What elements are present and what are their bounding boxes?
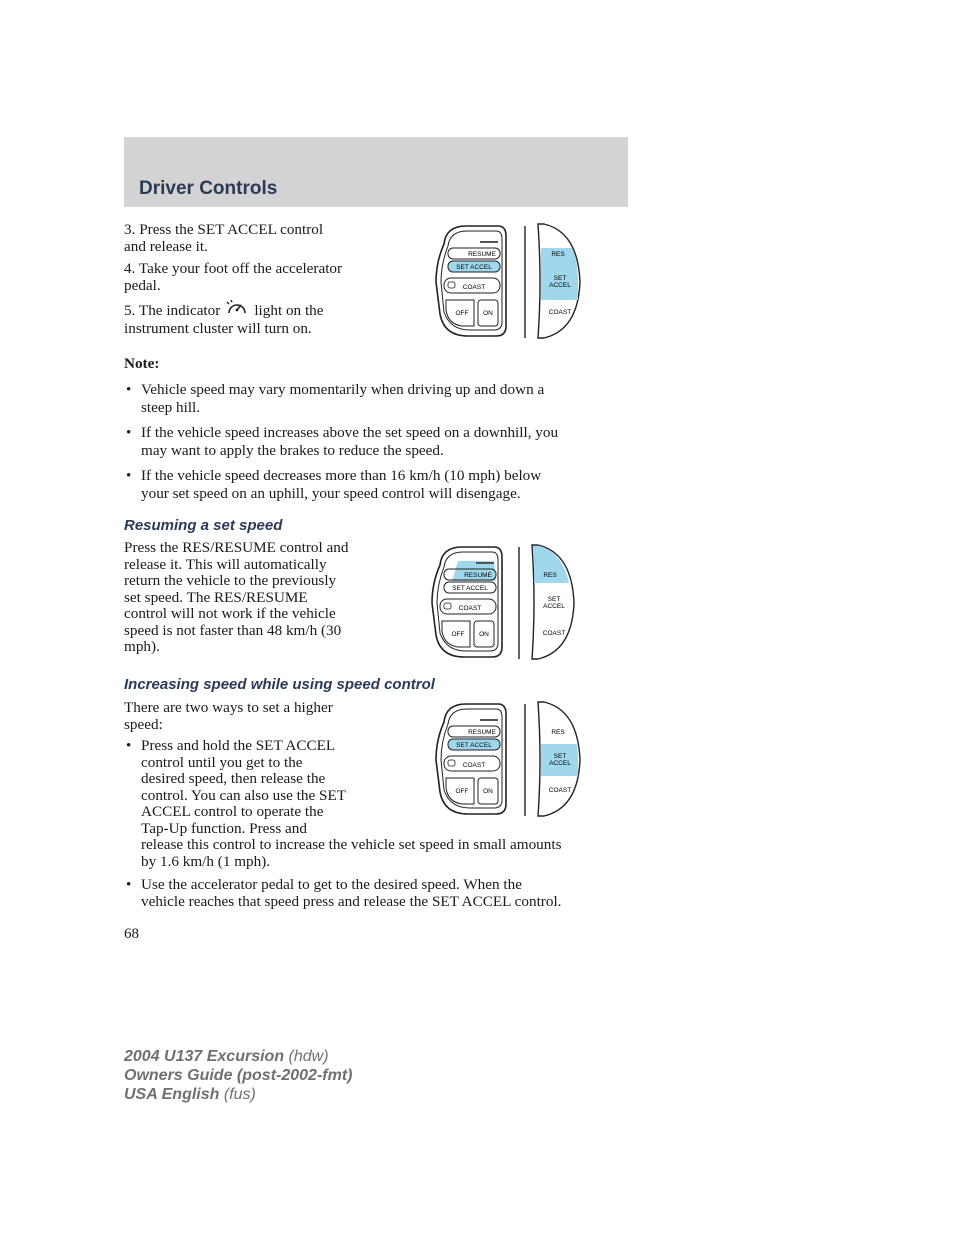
speed-control-diagram-set-accel [432, 222, 588, 342]
document-footer: 2004 U137 Excursion (hdw) Owners Guide (post-2002-fmt) USA English (fus) [124, 1048, 353, 1103]
accel-label: ACCEL [549, 760, 571, 767]
on-label: ON [479, 631, 489, 638]
on-label: ON [483, 310, 493, 317]
coast-label: COAST [462, 284, 486, 291]
coast-right-label: COAST [542, 630, 566, 637]
section-header [124, 137, 628, 207]
coast-label: COAST [462, 762, 486, 769]
res-label: RES [551, 251, 565, 258]
off-label: OFF [451, 631, 465, 638]
step-4: 4. Take your foot off the accelerator pedal. [124, 260, 343, 294]
speed-control-indicator-icon [226, 300, 248, 318]
set-accel-label: SET ACCEL [452, 585, 488, 592]
set-accel-label: SET ACCEL [456, 742, 492, 749]
increasing-bullet-1-continued: release this control to increase the vehicle set speed in small amounts by 1.6 km/h (1 mph). [141, 836, 562, 870]
note-label: Note: [124, 355, 160, 372]
coast-right-label: COAST [548, 309, 572, 316]
page-number: 68 [124, 926, 139, 942]
res-label: RES [551, 729, 565, 736]
set-accel-label: SET ACCEL [456, 264, 492, 271]
off-label: OFF [455, 788, 469, 795]
on-label: ON [483, 788, 493, 795]
coast-right-label: COAST [548, 787, 572, 794]
resume-label: RESUME [468, 251, 496, 258]
set-label: SET [553, 275, 567, 282]
set-label: SET [553, 753, 567, 760]
resuming-paragraph: Press the RES/RESUME control and release it. This will automatically return the vehicle to the previously set speed. The RES/RESUME control will not work if the vehicle speed is not faster than 48 km/h (30 mph). [124, 539, 349, 655]
resume-label: RESUME [468, 729, 496, 736]
off-label: OFF [455, 310, 469, 317]
accel-label: ACCEL [543, 603, 565, 610]
speed-control-diagram-tap-up [432, 700, 588, 820]
coast-label: COAST [458, 605, 482, 612]
accel-label: ACCEL [549, 282, 571, 289]
speed-control-diagram-resume [428, 543, 584, 663]
step-3: 3. Press the SET ACCEL control and release it. [124, 221, 324, 255]
section-title: Driver Controls [139, 178, 278, 199]
resuming-heading: Resuming a set speed [124, 517, 283, 534]
increasing-heading: Increasing speed while using speed control [124, 676, 435, 693]
step-5: 5. The indicator light on the instrument cluster will turn on. [124, 302, 324, 337]
increasing-intro: There are two ways to set a higher speed: [124, 699, 333, 733]
res-label: RES [543, 572, 557, 579]
resume-label: RESUME [464, 572, 492, 579]
set-label: SET [547, 596, 561, 603]
